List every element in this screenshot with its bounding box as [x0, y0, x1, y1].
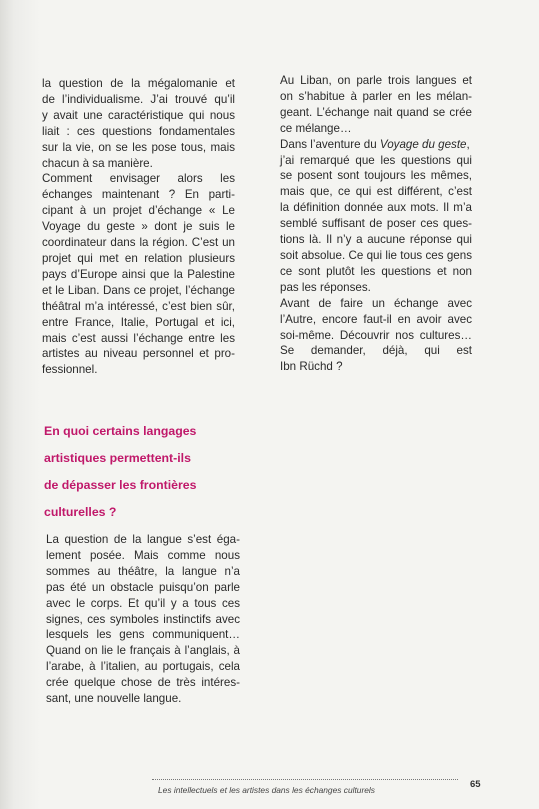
text-line: Comment envisager alors les	[42, 172, 235, 186]
text-line: la question de la mégalomanie et	[42, 77, 235, 90]
book-title-italic: Voyage du geste	[379, 137, 467, 151]
text-line: y avait une caractéristique qui nous	[42, 108, 235, 122]
running-footer-title: Les intellectuels et les artistes dans les échanges culturels	[158, 785, 375, 795]
text-line: semblé suffisant de poser ces ques-	[280, 217, 472, 231]
text-line: l’Autre, encore faut-il en avoir avec	[280, 312, 472, 326]
text-line	[280, 137, 472, 153]
text-line: ce sont plutôt les questions et non	[280, 264, 472, 278]
text-line: mais c’est aussi l’échange entre les	[42, 331, 235, 345]
text-line: Se demander, déjà, qui est	[280, 344, 472, 358]
text-line: théâtral m’a intéressé, c’est bien sûr,	[42, 299, 235, 313]
text-line: se posent sont toujours les mêmes,	[280, 169, 472, 183]
text-line: la définition donnée aux mots. Il m’a	[280, 201, 472, 215]
text-line: Au Liban, on parle trois langues et	[280, 74, 472, 87]
text-line: lement posée. Mais comme nous	[46, 548, 240, 562]
text-line: pas les réponses.	[280, 280, 371, 294]
text-line: Quand on lie le français à l’anglais, à	[46, 644, 240, 658]
text-line: de l’individualisme. J’ai trouvé qu’il	[42, 92, 235, 106]
text-line: tions là. Il n’y a aucune réponse qui	[280, 233, 472, 247]
text-line: on s’habitue à parler en les mélan-	[280, 89, 472, 103]
text-line: artistes au niveau personnel et pro-	[42, 347, 235, 361]
text-line: j’ai remarqué que les questions qui	[280, 153, 472, 167]
text-line: Voyage du geste » dont je suis le	[42, 220, 235, 234]
text-line: entre France, Italie, Portugal et ici,	[42, 315, 235, 329]
text-line: pays d’Europe ainsi que la Palestine	[42, 267, 235, 281]
text-line: sant, une nouvelle langue.	[46, 692, 182, 706]
text-fragment: Dans l’aventure du	[280, 137, 380, 151]
text-line: chacun à sa manière.	[42, 156, 153, 170]
text-line: geant. L’échange nait quand se crée	[280, 105, 472, 119]
question-heading	[44, 418, 244, 526]
text-line: sur la vie, on se les pose tous, mais	[42, 140, 235, 154]
text-line: liait : ces questions fondamentales	[42, 124, 235, 138]
text-line: crée quelque chose de très intéres-	[46, 676, 240, 690]
text-line: La question de la langue s’est éga-	[46, 533, 240, 546]
text-line: et le Liban. Dans ce projet, l’échange	[42, 283, 235, 297]
text-line: lesquels les gens communiquent…	[46, 628, 240, 642]
text-fragment: ,	[466, 137, 470, 151]
page-number: 65	[470, 779, 481, 790]
text-line: projet qui met en relation plusieurs	[42, 251, 235, 265]
text-line: l’arabe, à l’italien, au portugais, cela	[46, 660, 240, 674]
heading-line: culturelles ?	[44, 505, 117, 519]
text-line: avec le corps. Et qu’il y a tous ces	[46, 596, 240, 610]
text-line: sommes au théâtre, la langue n’a	[46, 564, 240, 578]
text-line: soi-même. Découvrir nos cultures…	[280, 328, 472, 342]
text-line: ce mélange…	[280, 121, 352, 135]
text-line: mais que, ce qui est différent, c’est	[280, 185, 472, 199]
text-line: Avant de faire un échange avec	[280, 296, 472, 310]
right-column-text	[280, 73, 472, 375]
heading-line: En quoi certains langages	[44, 424, 197, 438]
left-column-text	[42, 76, 235, 378]
heading-line: artistiques permettent-ils	[44, 451, 191, 465]
text-line: fessionnel.	[42, 363, 98, 377]
heading-line: de dépasser les frontières	[44, 478, 197, 492]
text-line: coordinateur dans la région. C’est un	[42, 236, 235, 250]
answer-paragraph	[46, 532, 240, 707]
footer-dotted-rule	[152, 779, 458, 780]
text-line: pas été un obstacle puisqu’on parle	[46, 580, 240, 594]
text-line: cipant à un projet d’échange « Le	[42, 204, 235, 218]
text-line: Ibn Rüchd ?	[280, 360, 343, 374]
text-line: soit absolue. Ce qui lie tous ces gens	[280, 248, 472, 262]
text-line: signes, ces symboles instinctifs avec	[46, 612, 240, 626]
text-line: échanges maintenant ? En parti-	[42, 188, 235, 202]
